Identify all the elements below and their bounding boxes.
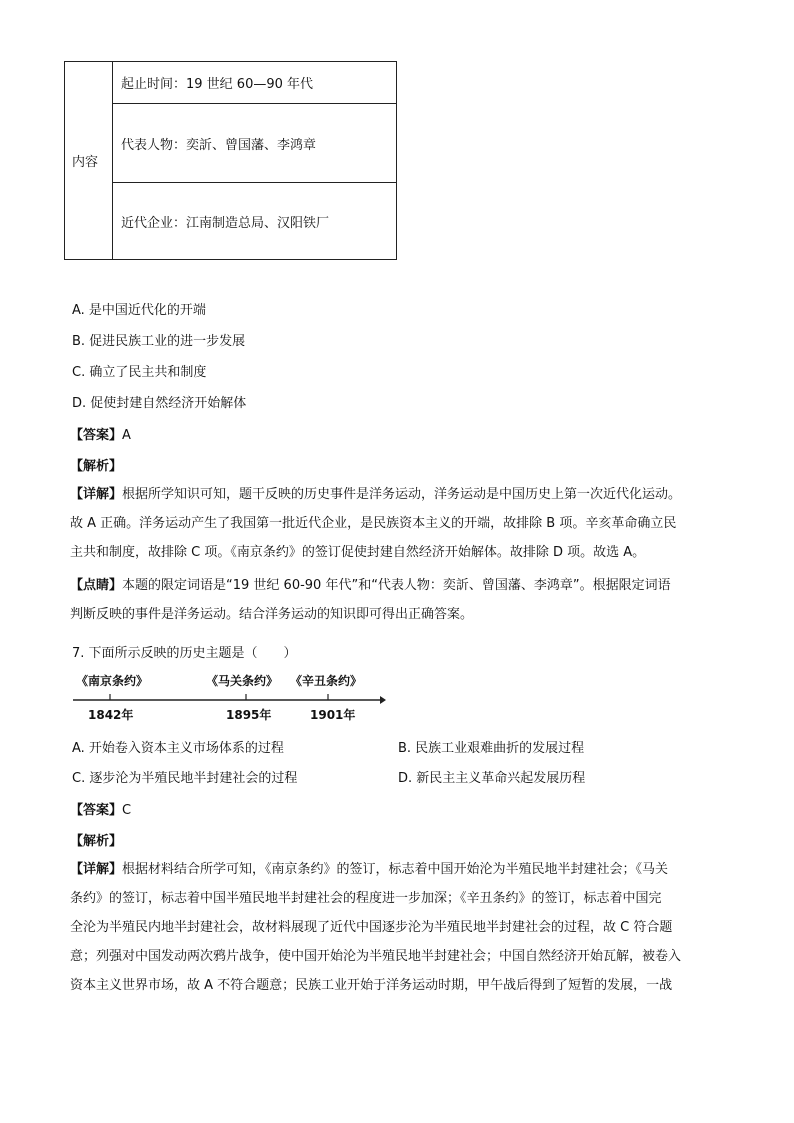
- q6-answer: [70, 424, 131, 443]
- detail-line: 主共和制度，故排除 C 项。《南京条约》的签订促使封建自然经济开始解体。故排除 D 项。故选 A。: [70, 545, 646, 560]
- answer-tag: 【答案】: [70, 428, 123, 443]
- detail-tag: 【详解】: [70, 487, 123, 502]
- detail-tag: 【详解】: [70, 862, 123, 877]
- table-row-header: 内容: [65, 62, 113, 260]
- q7-option-c: C. 逐步沦为半殖民地半封建社会的过程: [72, 771, 298, 786]
- q6-option-b: B. 促进民族工业的进一步发展: [72, 334, 246, 349]
- q7-stem: 7. 下面所示反映的历史主题是（ ）: [72, 646, 297, 661]
- q7-option-d: D. 新民主主义革命兴起发展历程: [398, 771, 586, 786]
- timeline-treaty-nanjing: 《南京条约》: [76, 674, 149, 688]
- q6-option-a: A. 是中国近代化的开端: [72, 303, 206, 318]
- answer-value: C: [122, 803, 132, 818]
- detail-line: 意；列强对中国发动两次鸦片战争，使中国开始沦为半殖民地半封建社会；中国自然经济开始瓦解，被卷入: [70, 949, 682, 964]
- q6-point: [70, 571, 722, 629]
- answer-tag: 【答案】: [70, 803, 123, 818]
- detail-line: 全沦为半殖民内地半封建社会，故材料展现了近代中国逐步沦为半殖民地半封建社会的过程，故 C 符合题: [70, 920, 673, 935]
- detail-line: 【详解】根据所学知识可知，题干反映的历史事件是洋务运动，洋务运动是中国历史上第一次近代化运动。: [70, 487, 682, 502]
- q7-detail: [70, 855, 722, 1000]
- q6-option-d: D. 促使封建自然经济开始解体: [72, 396, 247, 411]
- q7-option-b: B. 民族工业艰难曲折的发展过程: [398, 741, 585, 756]
- table-cell-enterprises: 近代企业：江南制造总局、汉阳铁厂: [113, 183, 397, 260]
- detail-line: 故 A 正确。洋务运动产生了我国第一批近代企业，是民族资本主义的开端，故排除 B 项。辛亥革命确立民: [70, 516, 677, 531]
- detail-line: 条约》的签订，标志着中国半殖民地半封建社会的程度进一步加深；《辛丑条约》的签订，标志着中国完: [70, 891, 662, 906]
- q6-option-c: C. 确立了民主共和制度: [72, 365, 207, 380]
- treaty-timeline: [70, 668, 390, 728]
- q6-analysis-tag: 【解析】: [70, 459, 123, 474]
- q7-answer: [70, 799, 131, 818]
- q6-detail: [70, 480, 722, 567]
- timeline-year-1901: 1901年: [310, 708, 356, 722]
- point-tag: 【点睛】: [70, 578, 123, 593]
- info-table: [64, 61, 397, 260]
- q7-analysis-tag: 【解析】: [70, 834, 123, 849]
- point-line: 判断反映的事件是洋务运动。结合洋务运动的知识即可得出正确答案。: [70, 607, 474, 622]
- answer-value: A: [122, 428, 131, 443]
- timeline-treaty-xinchou: 《辛丑条约》: [290, 674, 363, 688]
- table-cell-period: 起止时间：19 世纪 60—90 年代: [113, 62, 397, 104]
- detail-line: 【详解】根据材料结合所学可知，《南京条约》的签订，标志着中国开始沦为半殖民地半封建社会；《马关: [70, 862, 669, 877]
- timeline-treaty-maguan: 《马关条约》: [206, 674, 279, 688]
- timeline-year-1895: 1895年: [226, 708, 272, 722]
- timeline-year-1842: 1842年: [88, 708, 134, 722]
- detail-line: 资本主义世界市场，故 A 不符合题意；民族工业开始于洋务运动时期，甲午战后得到了短暂的发展，一战: [70, 978, 673, 993]
- table-cell-figures: 代表人物：奕訢、曾国藩、李鸿章: [113, 104, 397, 183]
- q7-option-a: A. 开始卷入资本主义市场体系的过程: [72, 741, 284, 756]
- point-line: 【点睛】本题的限定词语是“19 世纪 60-90 年代”和“代表人物：奕訢、曾国藩、李鸿章”。根据限定词语: [70, 578, 671, 593]
